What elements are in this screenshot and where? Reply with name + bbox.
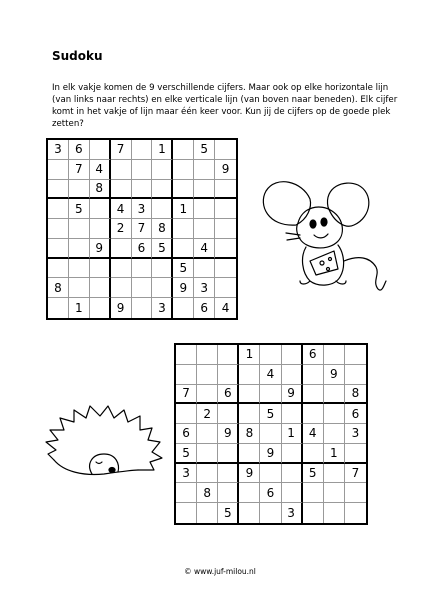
sudoku-cell[interactable]	[90, 219, 111, 239]
sudoku-cell[interactable]	[111, 259, 132, 279]
sudoku-cell[interactable]	[111, 160, 132, 180]
sudoku-cell[interactable]	[303, 483, 324, 503]
sudoku-cell[interactable]	[282, 365, 303, 385]
sudoku-cell[interactable]	[90, 278, 111, 298]
sudoku-cell[interactable]: 5	[194, 140, 215, 160]
sudoku-cell[interactable]: 3	[282, 503, 303, 523]
sudoku-cell[interactable]	[173, 180, 194, 200]
sudoku-cell[interactable]	[152, 259, 173, 279]
sudoku-cell[interactable]	[132, 140, 153, 160]
sudoku-cell[interactable]: 6	[194, 298, 215, 318]
sudoku-grid-1	[46, 138, 238, 320]
sudoku-cell[interactable]	[194, 180, 215, 200]
sudoku-cell[interactable]: 9	[218, 424, 239, 444]
sudoku-cell[interactable]	[176, 345, 197, 365]
sudoku-cell[interactable]	[194, 219, 215, 239]
sudoku-cell[interactable]	[239, 444, 260, 464]
sudoku-cell[interactable]: 9	[90, 239, 111, 259]
sudoku-cell[interactable]: 1	[69, 298, 90, 318]
sudoku-cell[interactable]	[303, 385, 324, 405]
sudoku-cell[interactable]	[90, 259, 111, 279]
sudoku-cell[interactable]: 8	[197, 483, 218, 503]
sudoku-cell[interactable]	[48, 259, 69, 279]
sudoku-cell[interactable]: 6	[132, 239, 153, 259]
sudoku-cell[interactable]	[90, 298, 111, 318]
sudoku-cell[interactable]	[260, 385, 281, 405]
sudoku-cell[interactable]: 9	[282, 385, 303, 405]
sudoku-cell[interactable]: 3	[176, 464, 197, 484]
sudoku-cell[interactable]	[197, 444, 218, 464]
sudoku-cell[interactable]	[48, 219, 69, 239]
sudoku-cell[interactable]: 4	[194, 239, 215, 259]
sudoku-cell[interactable]	[152, 160, 173, 180]
sudoku-cell[interactable]: 9	[260, 444, 281, 464]
sudoku-cell[interactable]	[132, 259, 153, 279]
sudoku-cell[interactable]	[282, 464, 303, 484]
sudoku-cell[interactable]	[69, 259, 90, 279]
sudoku-grid-2	[174, 343, 368, 525]
sudoku-cell[interactable]	[215, 278, 236, 298]
sudoku-cell[interactable]	[90, 199, 111, 219]
sudoku-cell[interactable]: 3	[345, 424, 366, 444]
sudoku-cell[interactable]: 7	[176, 385, 197, 405]
sudoku-cell[interactable]	[345, 345, 366, 365]
sudoku-cell[interactable]	[132, 278, 153, 298]
sudoku-cell[interactable]: 4	[221, 301, 230, 316]
sudoku-cell[interactable]	[48, 239, 69, 259]
sudoku-cell[interactable]	[132, 180, 153, 200]
sudoku-cell[interactable]	[324, 404, 345, 424]
sudoku-cell[interactable]	[194, 259, 215, 279]
sudoku-cell[interactable]	[218, 464, 239, 484]
hedgehog-illustration	[34, 400, 170, 480]
sudoku-cell[interactable]	[303, 365, 324, 385]
sudoku-cell[interactable]	[111, 180, 132, 200]
sudoku-cell[interactable]: 8	[239, 424, 260, 444]
sudoku-cell[interactable]: 9	[239, 464, 260, 484]
sudoku-cell[interactable]	[239, 404, 260, 424]
sudoku-cell[interactable]: 6	[260, 483, 281, 503]
sudoku-cell[interactable]	[152, 199, 173, 219]
sudoku-cell[interactable]	[173, 219, 194, 239]
sudoku-cell[interactable]	[48, 180, 69, 200]
sudoku-cell[interactable]	[173, 298, 194, 318]
sudoku-cell[interactable]	[69, 278, 90, 298]
sudoku-cell[interactable]	[176, 483, 197, 503]
sudoku-cell[interactable]	[176, 503, 197, 523]
sudoku-cell[interactable]	[260, 345, 281, 365]
sudoku-cell[interactable]: 3	[48, 140, 69, 160]
sudoku-cell[interactable]	[176, 404, 197, 424]
sudoku-cell[interactable]	[218, 404, 239, 424]
sudoku-cell[interactable]	[197, 365, 218, 385]
sudoku-cell[interactable]	[345, 483, 366, 503]
sudoku-cell[interactable]	[239, 503, 260, 523]
sudoku-cell[interactable]: 9	[111, 298, 132, 318]
sudoku-cell[interactable]: 9	[173, 278, 194, 298]
sudoku-cell[interactable]	[218, 365, 239, 385]
sudoku-cell[interactable]	[69, 219, 90, 239]
sudoku-cell[interactable]	[152, 180, 173, 200]
sudoku-cell[interactable]	[48, 160, 69, 180]
sudoku-cell[interactable]: 6	[303, 345, 324, 365]
sudoku-cell[interactable]: 5	[260, 404, 281, 424]
sudoku-cell[interactable]: 1	[239, 345, 260, 365]
copyright-footer: © www.juf-milou.nl	[184, 567, 256, 576]
sudoku-cell[interactable]	[218, 483, 239, 503]
sudoku-cell[interactable]: 6	[176, 424, 197, 444]
sudoku-cell[interactable]	[132, 298, 153, 318]
sudoku-cell[interactable]: 6	[345, 404, 366, 424]
sudoku-cell[interactable]	[69, 239, 90, 259]
sudoku-cell[interactable]	[197, 345, 218, 365]
sudoku-cell[interactable]	[345, 503, 366, 523]
sudoku-cell[interactable]	[197, 385, 218, 405]
sudoku-cell[interactable]: 9	[215, 160, 236, 180]
sudoku-cell[interactable]	[282, 404, 303, 424]
sudoku-cell[interactable]	[197, 424, 218, 444]
sudoku-cell[interactable]	[215, 140, 236, 160]
sudoku-cell[interactable]	[215, 199, 236, 219]
sudoku-cell[interactable]	[324, 483, 345, 503]
sudoku-cell[interactable]: 5	[176, 444, 197, 464]
sudoku-cell[interactable]	[152, 278, 173, 298]
sudoku-cell[interactable]	[194, 160, 215, 180]
sudoku-cell[interactable]	[303, 503, 324, 523]
sudoku-cell[interactable]	[215, 259, 236, 279]
sudoku-cell[interactable]	[194, 199, 215, 219]
sudoku-cell[interactable]: 3	[152, 298, 173, 318]
sudoku-cell[interactable]	[90, 140, 111, 160]
sudoku-cell[interactable]	[282, 345, 303, 365]
sudoku-cell[interactable]	[215, 180, 236, 200]
sudoku-cell[interactable]	[260, 424, 281, 444]
sudoku-cell[interactable]: 4	[111, 199, 132, 219]
sudoku-cell[interactable]	[111, 278, 132, 298]
sudoku-cell[interactable]	[324, 424, 345, 444]
sudoku-cell[interactable]: 1	[152, 140, 173, 160]
sudoku-cell[interactable]: 1	[173, 199, 194, 219]
sudoku-cell[interactable]	[303, 404, 324, 424]
sudoku-cell[interactable]: 5	[152, 239, 173, 259]
sudoku-cell[interactable]	[48, 298, 69, 318]
sudoku-cell[interactable]	[282, 483, 303, 503]
sudoku-cell[interactable]	[132, 160, 153, 180]
sudoku-cell[interactable]	[260, 464, 281, 484]
sudoku-cell[interactable]: 5	[303, 464, 324, 484]
sudoku-cell[interactable]: 4	[303, 424, 324, 444]
sudoku-cell[interactable]	[173, 140, 194, 160]
sudoku-cell[interactable]: 5	[218, 503, 239, 523]
sudoku-cell[interactable]	[176, 365, 197, 385]
sudoku-cell[interactable]: 1	[324, 444, 345, 464]
sudoku-cell[interactable]: 8	[152, 219, 173, 239]
sudoku-cell[interactable]: 5	[69, 199, 90, 219]
sudoku-cell[interactable]	[345, 365, 366, 385]
page-title: Sudoku	[52, 49, 103, 63]
sudoku-cell[interactable]	[239, 483, 260, 503]
sudoku-cell[interactable]	[215, 239, 236, 259]
sudoku-cell[interactable]: 2	[197, 404, 218, 424]
sudoku-cell[interactable]	[111, 239, 132, 259]
sudoku-cell[interactable]: 6	[69, 140, 90, 160]
sudoku-cell[interactable]	[324, 345, 345, 365]
sudoku-cell[interactable]	[215, 219, 236, 239]
sudoku-cell[interactable]	[239, 365, 260, 385]
sudoku-cell[interactable]: 1	[282, 424, 303, 444]
sudoku-cell[interactable]	[303, 444, 324, 464]
sudoku-cell[interactable]	[345, 444, 366, 464]
sudoku-cell[interactable]: 8	[345, 385, 366, 405]
mouse-illustration	[258, 177, 398, 297]
sudoku-cell[interactable]: 7	[345, 464, 366, 484]
sudoku-cell[interactable]: 4	[260, 365, 281, 385]
sudoku-cell[interactable]	[324, 464, 345, 484]
sudoku-cell[interactable]: 7	[132, 219, 153, 239]
sudoku-cell[interactable]: 8	[90, 180, 111, 200]
sudoku-cell[interactable]: 2	[111, 219, 132, 239]
sudoku-cell[interactable]: 9	[324, 365, 345, 385]
sudoku-cell[interactable]: 7	[69, 160, 90, 180]
sudoku-cell[interactable]	[218, 345, 239, 365]
sudoku-cell[interactable]	[282, 444, 303, 464]
sudoku-cell[interactable]	[197, 464, 218, 484]
sudoku-cell[interactable]	[48, 199, 69, 219]
sudoku-cell[interactable]: 5	[173, 259, 194, 279]
sudoku-cell[interactable]	[324, 503, 345, 523]
sudoku-cell[interactable]: 6	[218, 385, 239, 405]
sudoku-cell[interactable]: 3	[194, 278, 215, 298]
sudoku-cell[interactable]: 4	[90, 160, 111, 180]
sudoku-cell[interactable]	[197, 503, 218, 523]
sudoku-cell[interactable]	[239, 385, 260, 405]
sudoku-cell[interactable]	[173, 239, 194, 259]
sudoku-cell[interactable]	[173, 160, 194, 180]
sudoku-cell[interactable]: 8	[48, 278, 69, 298]
sudoku-cell[interactable]: 7	[111, 140, 132, 160]
sudoku-cell[interactable]	[218, 444, 239, 464]
sudoku-cell[interactable]	[260, 503, 281, 523]
sudoku-cell[interactable]	[69, 180, 90, 200]
sudoku-cell[interactable]: 3	[132, 199, 153, 219]
instructions-text: In elk vakje komen de 9 verschillende cijfers. Maar ook op elke horizontale lijn (van links naar rechts) en elke verticale lijn (van boven naar beneden). Elk cijfer komt in het vakje of lijn maar één keer voor. Kun jij de cijfers op de goede plek zetten?	[52, 83, 398, 129]
sudoku-cell[interactable]	[324, 385, 345, 405]
